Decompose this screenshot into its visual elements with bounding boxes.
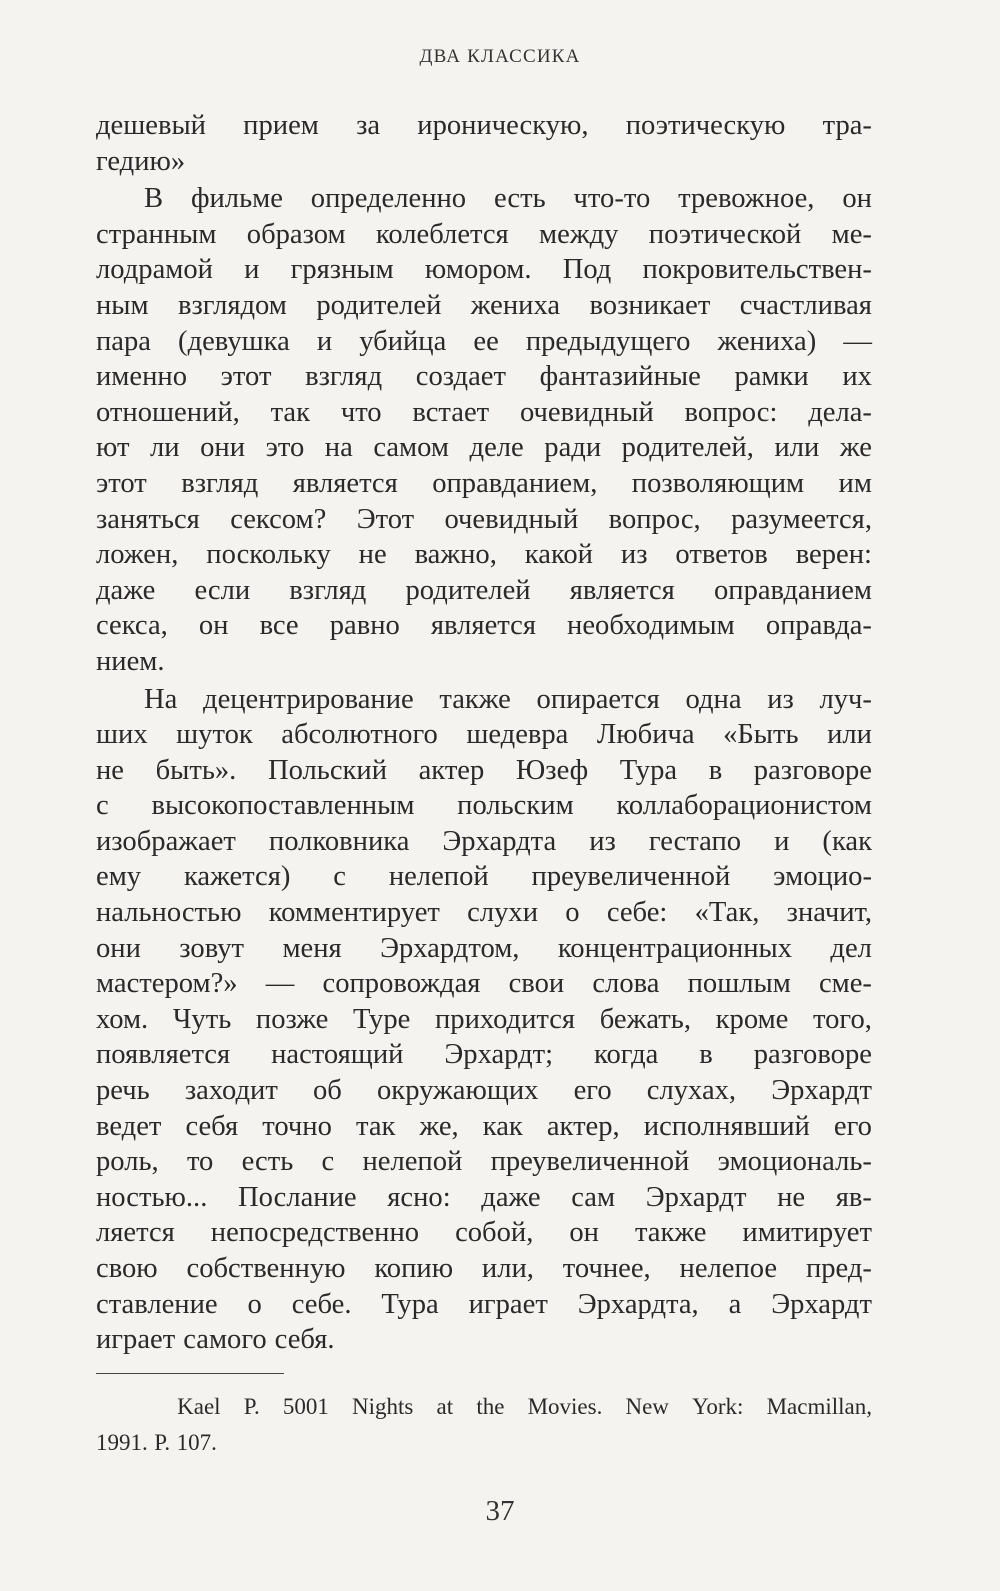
paragraph-3-line: свою собственную копию или, точнее, нелепое пред- (96, 1253, 872, 1284)
paragraph-3-line: ставление о себе. Тура играет Эрхардта, а Эрхардт (96, 1288, 872, 1320)
paragraph-2-line: лодрамой и грязным юмором. Под покровительствен- (96, 254, 872, 286)
paragraph-2-line: именно этот взгляд создает фантазийные рамки их (96, 361, 872, 393)
paragraph-2-line: нием. (96, 645, 165, 677)
footnote-divider (96, 1373, 284, 1374)
page-number: 37 (485, 1495, 515, 1527)
paragraph-3-line: ностью... Послание ясно: даже сам Эрхардт не яв- (96, 1181, 872, 1213)
paragraph-3-line: ших шуток абсолютного шедевра Любича «Быть или (96, 719, 872, 751)
paragraph-2-line: ют ли они это на самом деле ради родителей, или же (96, 432, 872, 464)
paragraph-3-line: с высокопоставленным польским коллаборационистом (96, 790, 872, 822)
paragraph-2-line: отношений, так что встает очевидный вопрос: дела- (96, 396, 872, 428)
paragraph-3-line: не быть». Польский актер Юзеф Тура в разговоре (96, 754, 872, 786)
paragraph-3-line: роль, то есть с нелепой преувеличенной эмоциональ- (96, 1146, 872, 1178)
paragraph-3-line: мастером?» — сопровождая свои слова пошлым сме- (96, 968, 872, 1000)
paragraph-2-line: В фильме определенно есть что-то тревожное, он (144, 183, 872, 215)
paragraph-3-line: ляется непосредственно собой, он также имитирует (96, 1217, 872, 1249)
paragraph-2-line: этот взгляд является оправданием, позволяющим им (96, 467, 872, 499)
paragraph-3-line: играет самого себя. (96, 1324, 335, 1356)
paragraph-3-line: нальностью комментирует слухи о себе: «Так, значит, (96, 897, 872, 929)
paragraph-2-line: даже если взгляд родителей является оправданием (96, 574, 872, 606)
paragraph-3-line: они зовут меня Эрхардтом, концентрационных дел (96, 932, 872, 964)
paragraph-2-line: ложен, поскольку не важно, какой из ответов верен: (96, 539, 872, 571)
main-text (96, 108, 872, 1360)
paragraph-2-line: заняться сексом? Этот очевидный вопрос, разумеется, (96, 503, 872, 535)
paragraph-1-line: гедию» (96, 145, 186, 177)
running-title: ДВА КЛАССИКА (419, 46, 581, 67)
paragraph-3-line: изображает полковника Эрхардта из гестапо и (как (96, 825, 872, 857)
paragraph-3-line: На децентрирование также опирается одна из луч- (144, 683, 872, 715)
footnote (96, 1389, 872, 1461)
paragraph-2-line: секса, он все равно является необходимым оправда- (96, 610, 872, 642)
paragraph-1-line: дешевый прием за ироническую, поэтическую тра- (96, 110, 872, 141)
paragraph-2-line: странным образом колеблется между поэтической ме- (96, 218, 872, 250)
paragraph-2-line: пара (девушка и убийца ее предыдущего жениха) — (96, 325, 872, 357)
paragraph-3-line: ведет себя точно так же, как актер, исполнявший его (96, 1110, 872, 1142)
paragraph-3-line: ему кажется) с нелепой преувеличенной эмоцио- (96, 861, 872, 893)
paragraph-3-line: хом. Чуть позже Туре приходится бежать, кроме того, (96, 1003, 872, 1035)
paragraph-3-line: появляется настоящий Эрхардт; когда в разговоре (96, 1039, 872, 1071)
footnote-line: Kael P. 5001 Nights at the Movies. New York: Macmillan, (177, 1394, 872, 1419)
footnote-line: 1991. P. 107. (96, 1430, 217, 1455)
paragraph-2-line: ным взглядом родителей жениха возникает счастливая (96, 289, 872, 321)
paragraph-3-line: речь заходит об окружающих его слухах, Эрхардт (96, 1075, 872, 1107)
